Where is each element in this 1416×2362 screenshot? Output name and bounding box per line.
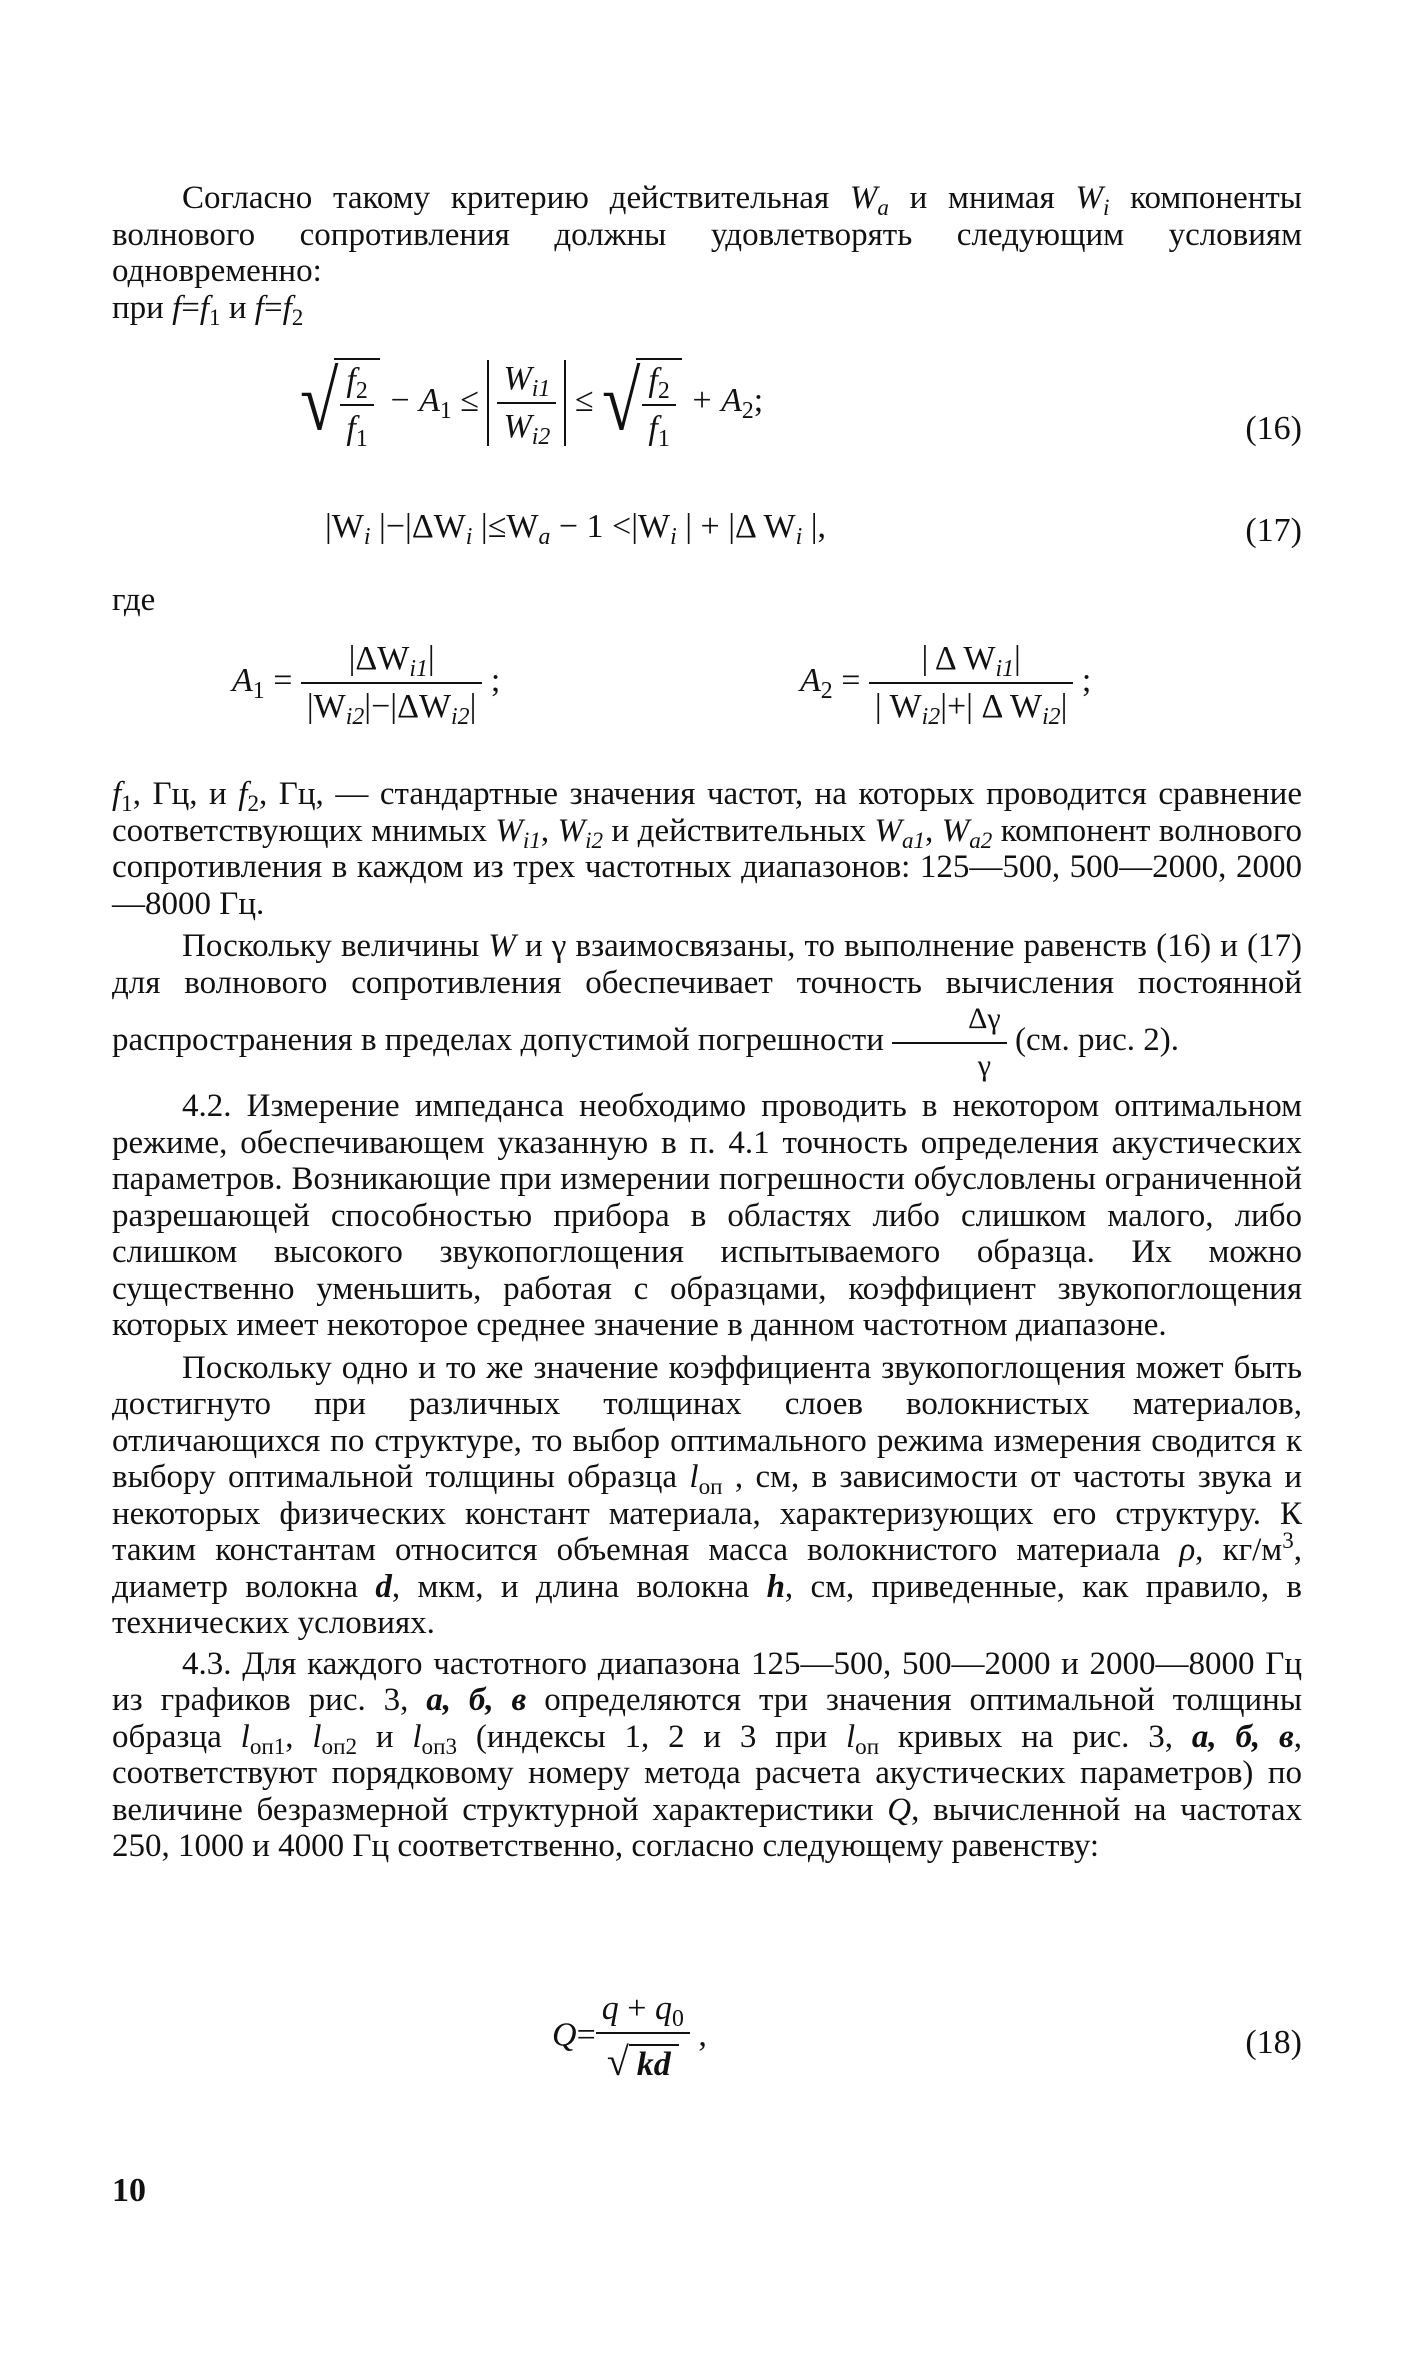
paragraph-frequencies: $f_1$, Гц, и $f_2$, Гц, — стандартные значения частот, на которых проводится сравнение соответствующих мнимых $W_{i1}$, $W_{i2}$ и действительных $W_{a1}$, $W_{a2}$ компонент волнового сопротивления в каждом из трех частотных диапазонов: 125—500, 500—2000, 2000—8000 Гц.	[112, 776, 1303, 922]
equation-18-number: (18)	[1245, 2024, 1302, 2061]
main-text-block	[112, 776, 1302, 1865]
page-number: 10	[112, 2172, 146, 2209]
paragraph-thickness: Поскольку одно и то же значение коэффициента звукопоглощения может быть достигнуто при различных толщинах слоев волокнистых материалов, отличающихся по структуре, то выбор оптимального режима измерения сводится к выбору оптимальной толщины образца $l_{оп}$ , см, в зависимости от частоты звука и некоторых физических констант материала, характеризующих его структуру. К таким константам относится объемная масса волокнистого материала ρ, $кг/м^3$, диаметр волокна d, мкм, и длина волокна h, см, приведенные, как правило, в технических условиях.	[112, 1349, 1303, 1641]
equation-16: √ $\frac{f_2}{f_1}$ − $A_1$ ≤ $\frac{W_{i1}}{W_{i2}}$ ≤ √ $\frac{f_2}{f_1}$ + $A_2$;	[300, 356, 764, 453]
intro-block	[112, 180, 1302, 330]
paragraph-4-3: 4.3. Для каждого частотного диапазона 125—500, 500—2000 и 2000—8000 Гц из графиков рис. 3, а, б, в определяются три значения оптимальной толщины образца $l_{оп1}$, $l_{оп2}$ и $l_{оп3}$ (индексы 1, 2 и 3 при $l_{оп}$ кривых на рис. 3, а, б, в, соответствуют порядковому номеру метода расчета акустических параметров) по величине безразмерной структурной характеристики Q, вычисленной на частотах 250, 1000 и 4000 Гц соответственно, согласно следующему равенству:	[112, 1645, 1303, 1864]
equation-17-number: (17)	[1245, 512, 1302, 549]
paragraph-4-2: 4.2. Измерение импеданса необходимо проводить в некотором оптимальном режиме, обеспечивающем указанную в п. 4.1 точность определения акустических параметров. Возникающие при измерении погрешности обусловлены ограниченной разрешающей способностью прибора в областях либо слишком малого, либо слишком высокого звукопоглощения испытываемого образца. Их можно существенно уменьшить, работая с образцами, коэффициент звукопоглощения которых имеет некоторое среднее значение в данном частотном диапазоне.	[112, 1088, 1302, 1343]
equation-16-number: (16)	[1245, 410, 1302, 447]
a1-definition: $A_1$ = $\frac{|\Delta W_{i1}|}{|W_{i2}|-|\Delta W_{i2}|}$ ;	[232, 640, 501, 731]
gde-label: где	[112, 582, 156, 618]
a2-definition: $A_2$ = $\frac{| \Delta W_{i1}|}{| W_{i2}|+| \Delta W_{i2}|}$ ;	[800, 640, 1092, 731]
condition-line: при $f=f_1$ и $f=f_2$	[112, 289, 304, 330]
equation-18: Q= $\frac{q + q_0}{√ kd}$ ,	[552, 1990, 707, 2084]
paragraph-intro: Согласно такому критерию действительная $W_a$ и мнимая $W_i$ компоненты волнового сопротивления должны удовлетворять следующим условиям одновременно:	[112, 180, 1302, 289]
paragraph-gamma: Поскольку величины W и γ взаимосвязаны, то выполнение равенств (16) и (17) для волнового сопротивления обеспечивает точность вычисления постоянной распространения в пределах допустимой погрешности $\frac{\Delta\gamma}{\gamma}$ (см. рис. 2).	[112, 928, 1302, 1084]
equation-17: $|W_i$ $|-|\Delta W_i$ $|\le W_a - 1 <|W_i$ | + |Δ $W_i$ |,	[325, 508, 827, 551]
